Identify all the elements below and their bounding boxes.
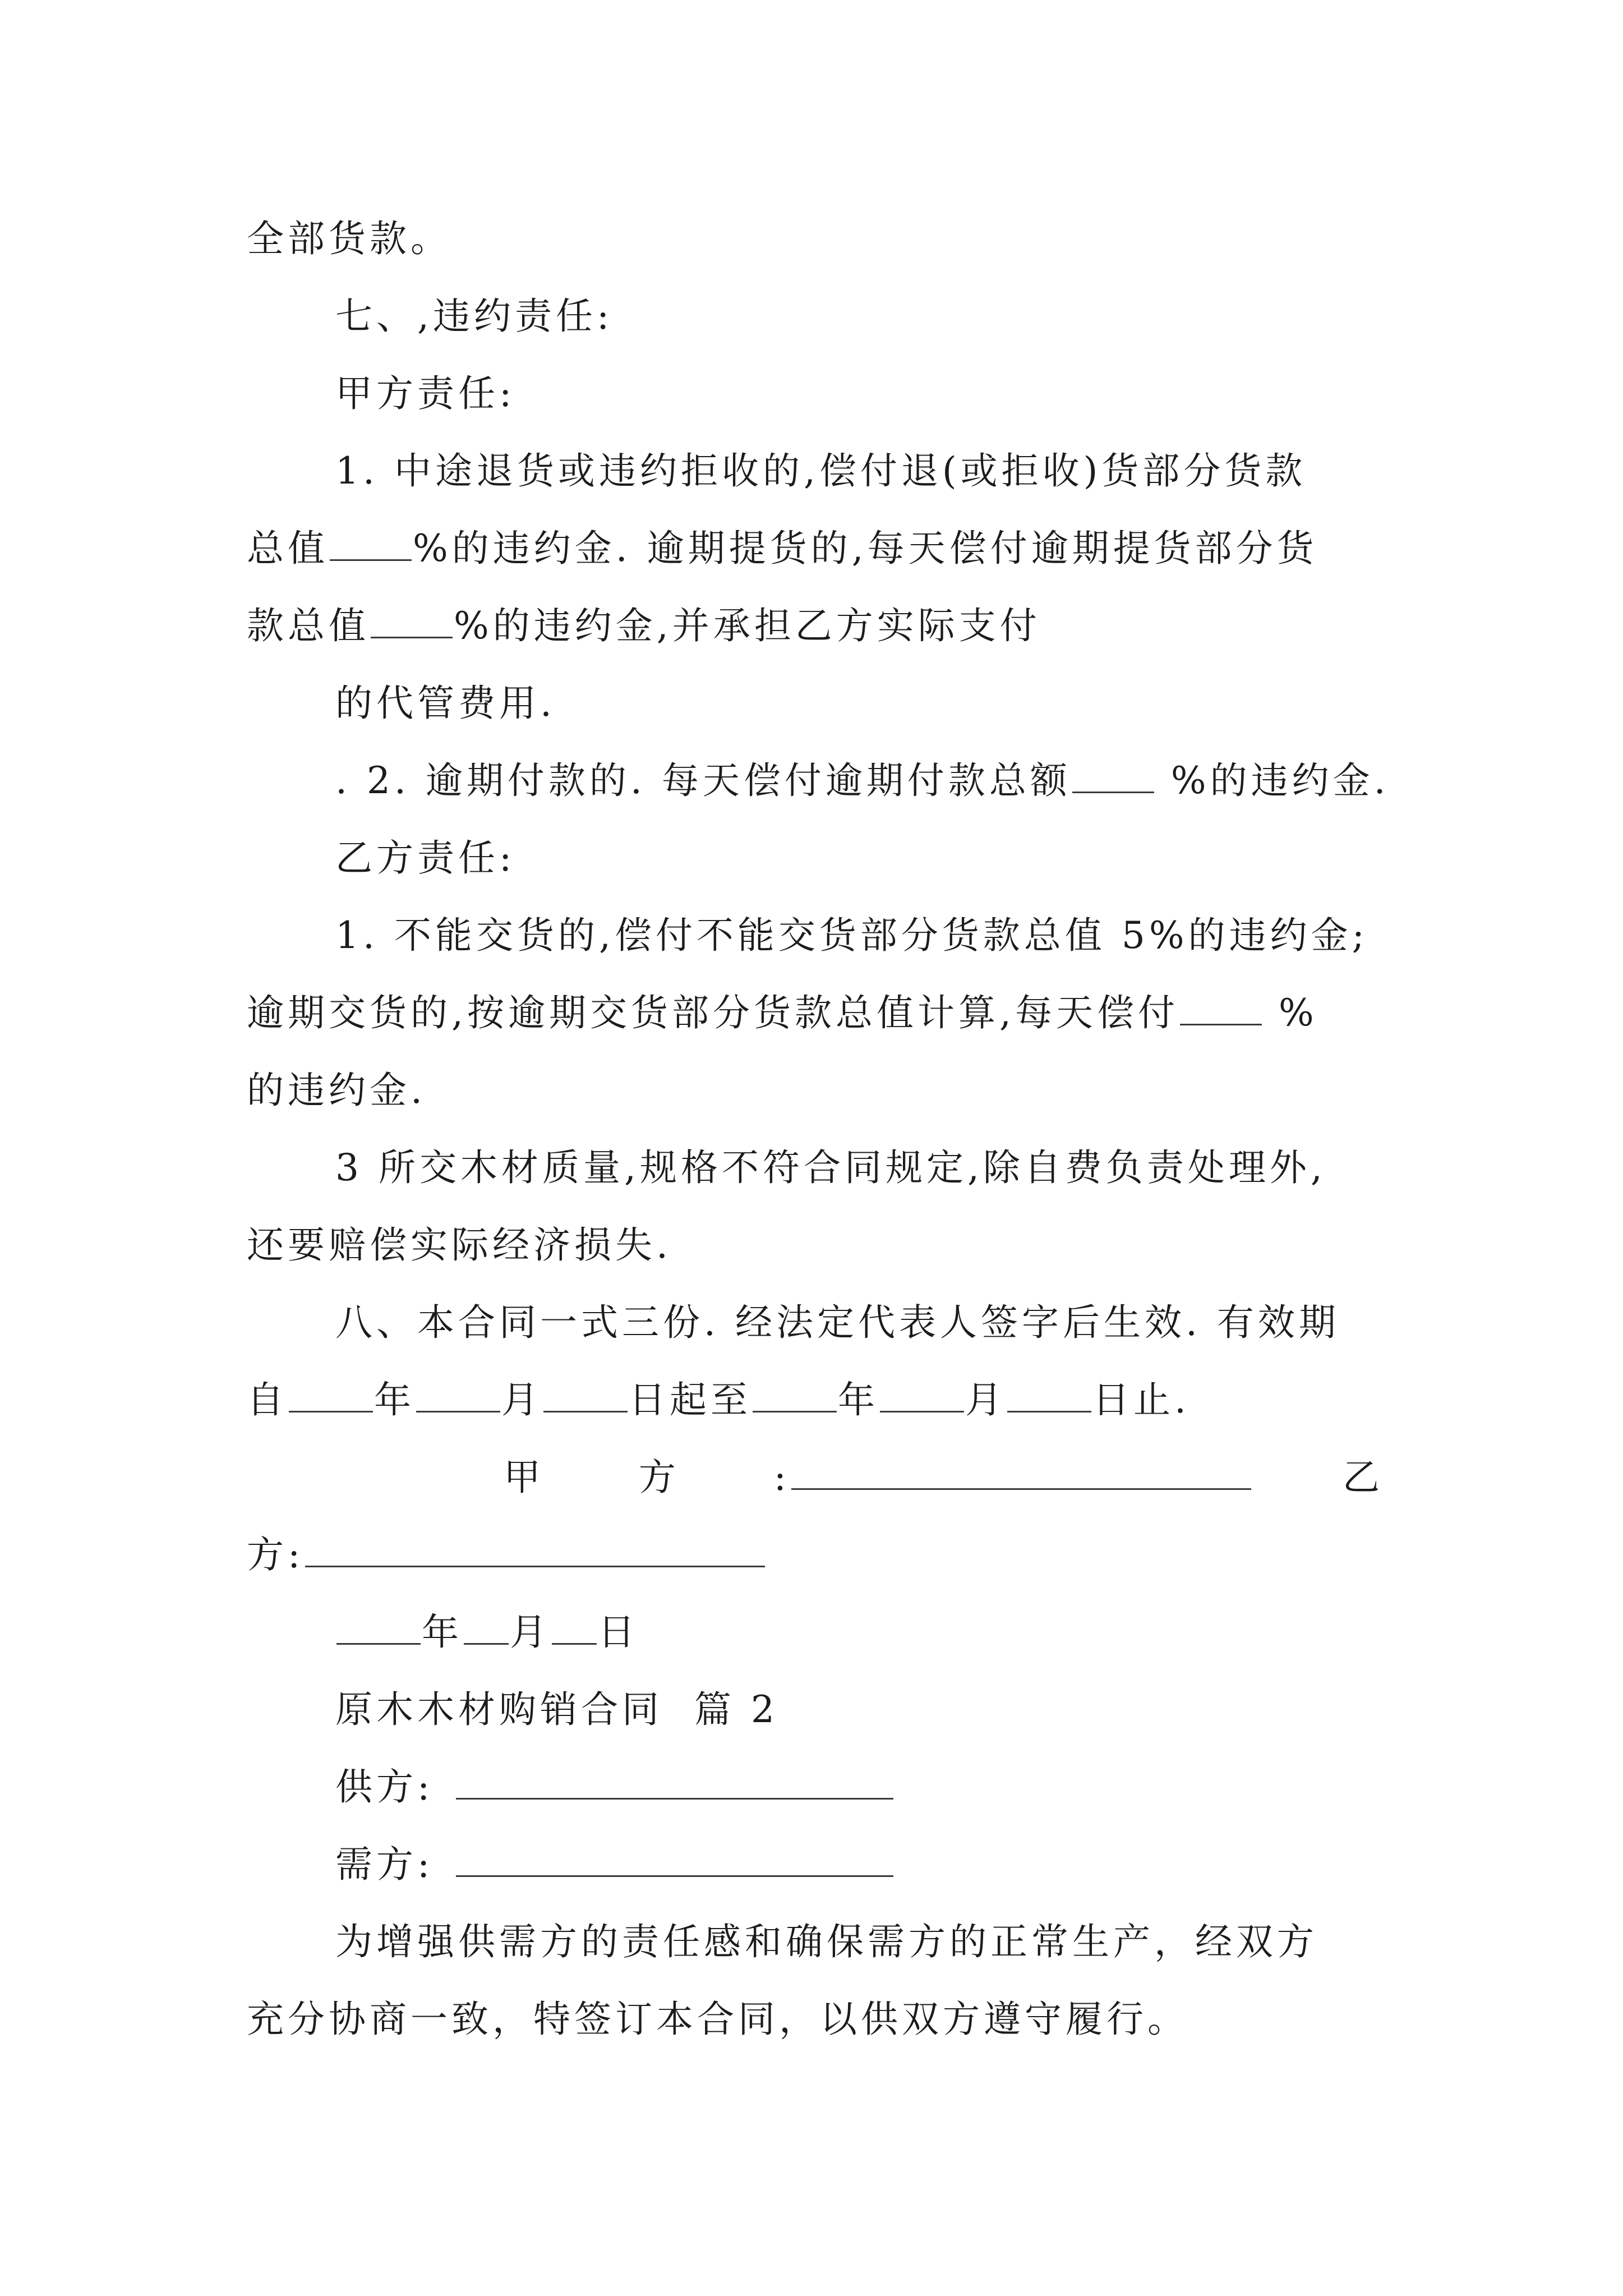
text: 为增强供需方的责任感和确保需方的正常生产，经双方	[335, 1920, 1318, 1963]
paragraph-line	[335, 1141, 1326, 1203]
supplier-line	[335, 1760, 895, 1822]
paragraph-line	[335, 1296, 1340, 1358]
text: 总值	[247, 527, 329, 570]
paragraph-line	[247, 599, 1041, 661]
blank-field	[543, 1378, 628, 1412]
date-line	[335, 1605, 639, 1667]
text: 八、本合同一式三份. 经法定代表人签字后生效. 有效期	[335, 1301, 1340, 1344]
text: 月	[510, 1611, 551, 1654]
text: %的违约金,并承担乙方实际支付	[454, 604, 1041, 647]
text: 日起至	[629, 1378, 751, 1421]
text: 年	[422, 1611, 463, 1654]
blank-field	[456, 1765, 893, 1800]
text: 1. 中途退货或违约拒收的,偿付退(或拒收)货部分货款	[335, 449, 1307, 493]
text: 日止.	[1092, 1378, 1190, 1421]
blank-field	[552, 1610, 597, 1645]
signature-line	[247, 1528, 766, 1590]
blank-field	[1007, 1378, 1091, 1412]
paragraph-line	[335, 677, 556, 738]
paragraph-line	[335, 909, 1368, 970]
buyer-line	[335, 1838, 895, 1899]
paragraph-line	[247, 1218, 672, 1280]
text: 日	[598, 1611, 639, 1654]
text: 月	[501, 1378, 542, 1421]
text: 年	[374, 1378, 415, 1421]
subheading	[335, 367, 515, 429]
text: 供方:	[335, 1765, 434, 1809]
section-heading	[335, 289, 613, 351]
text: %的违约金. 逾期提货的,每天偿付逾期提货部分货	[413, 527, 1318, 570]
blank-field	[753, 1378, 837, 1412]
blank-field	[1180, 991, 1262, 1025]
blank-field	[330, 526, 412, 561]
signature-line	[504, 1451, 1384, 1512]
blank-field	[305, 1533, 765, 1567]
party-a-label: 甲 方 :	[504, 1456, 790, 1499]
paragraph-line	[247, 212, 451, 274]
text: 的代管费用.	[335, 682, 556, 725]
paragraph-line	[335, 1915, 1318, 1977]
paragraph-line	[247, 1993, 1188, 2054]
text: 的违约金.	[247, 1069, 426, 1112]
text: 原木木材购销合同 篇 2	[335, 1688, 778, 1731]
paragraph-line	[247, 1064, 426, 1125]
text: 款总值	[247, 604, 370, 647]
paragraph-line	[247, 522, 1318, 583]
text: 自	[247, 1378, 288, 1421]
text: 1. 不能交货的,偿付不能交货部分货款总值 5%的违约金;	[335, 914, 1368, 957]
text: 3 所交木材质量,规格不符合同规定,除自费负责处理外,	[335, 1146, 1326, 1189]
text: 乙方责任:	[335, 836, 516, 880]
blank-field	[1072, 758, 1154, 793]
text: 七、,违约责任:	[335, 295, 614, 338]
text: 逾期交货的,按逾期交货部分货款总值计算,每天偿付	[247, 991, 1179, 1034]
blank-field	[336, 1610, 421, 1645]
paragraph-line	[335, 444, 1306, 506]
text: 方:	[247, 1533, 305, 1576]
blank-field	[456, 1842, 893, 1877]
validity-date-line	[247, 1373, 1190, 1435]
paragraph-line	[247, 986, 1318, 1048]
text: %的违约金.	[1155, 759, 1390, 802]
text: 年	[838, 1378, 879, 1421]
section-title	[335, 1683, 778, 1745]
blank-field	[371, 604, 453, 638]
blank-field	[880, 1378, 964, 1412]
party-b-label: 乙	[1343, 1456, 1384, 1499]
text: 月	[965, 1378, 1006, 1421]
paragraph-line	[335, 754, 1390, 816]
blank-field	[289, 1378, 373, 1412]
subheading	[335, 831, 515, 893]
text: 甲方责任:	[335, 372, 516, 415]
text: . 2. 逾期付款的. 每天偿付逾期付款总额	[335, 759, 1071, 802]
text: 全部货款。	[247, 217, 451, 260]
blank-field	[464, 1610, 509, 1645]
blank-field	[791, 1455, 1251, 1490]
text: 充分协商一致，特签订本合同，以供双方遵守履行。	[247, 1998, 1188, 2041]
text: 还要赔偿实际经济损失.	[247, 1223, 672, 1267]
text: 需方:	[335, 1843, 434, 1886]
blank-field	[416, 1378, 500, 1412]
text: %	[1262, 991, 1318, 1034]
